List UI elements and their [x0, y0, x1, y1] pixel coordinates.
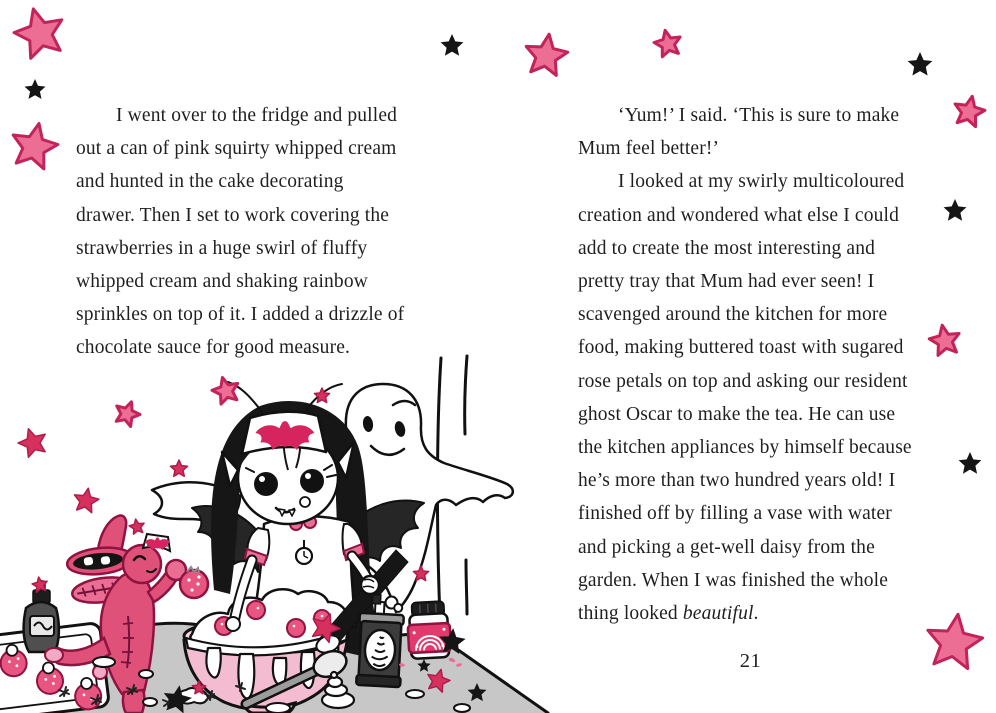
decorative-star-pink — [654, 30, 680, 57]
rabbit-belly-stitch — [127, 616, 129, 668]
rabbit-leg-down — [123, 690, 144, 713]
text-line: sprinkles on top of it. I added a drizzle of — [76, 304, 405, 326]
eyelashes — [246, 465, 336, 477]
rabbit-smile — [147, 569, 156, 572]
decorative-star-pink — [212, 378, 238, 405]
spatula — [246, 647, 350, 704]
eye-right — [300, 469, 324, 493]
text-line: and hunted in the cake decorating — [76, 171, 344, 193]
rabbit-body — [101, 573, 154, 694]
cream-mound — [190, 589, 347, 650]
decorative-star-black — [439, 628, 466, 654]
text-line: ghost Oscar to make the tea. He can use — [578, 403, 896, 425]
kitchen-counter — [0, 623, 548, 713]
decorative-star-pink_solid — [192, 681, 205, 694]
text-line: strawberries in a huge swirl of fluffy — [76, 237, 368, 259]
bowl-foot — [244, 703, 295, 713]
hand-right — [361, 576, 379, 594]
rabbit-paw — [166, 560, 186, 580]
nurse-hat — [242, 412, 326, 454]
strawberry-top-debris — [59, 683, 245, 706]
rabbit-eye — [134, 556, 145, 560]
decorative-star-pink_solid — [32, 577, 47, 592]
rabbit-nurse-cap — [143, 534, 170, 551]
text-line: I went over to the fridge and pulled — [116, 105, 398, 126]
cream-drips — [186, 630, 348, 699]
isadora-girl-figure — [192, 382, 424, 664]
decorative-star-pink — [14, 9, 62, 58]
girl-arms — [226, 556, 379, 631]
ghost-smile — [371, 446, 404, 455]
decorative-star-pink_solid — [75, 488, 99, 513]
face — [238, 432, 338, 524]
page-number: 21 — [739, 650, 762, 672]
hand-left — [226, 617, 240, 631]
text-line: scavenged around the kitchen for more — [578, 304, 888, 326]
paragraph — [578, 165, 923, 630]
text-line: garden. When I was finished the whole — [578, 569, 889, 591]
text-line: chocolate sauce for good measure. — [76, 337, 351, 359]
ghost-body — [250, 384, 513, 612]
cream-on-cheek — [300, 497, 310, 507]
squirty-cream-can — [356, 594, 405, 687]
spilled-sprinkles — [399, 657, 463, 667]
cuff-left — [245, 549, 267, 565]
ghost-eyebrow — [393, 401, 415, 405]
ghost-figure — [152, 384, 513, 612]
cream-swirl — [322, 672, 354, 708]
decorative-star-pink — [928, 614, 983, 668]
door-frame — [437, 356, 467, 618]
rabbit-leg-kick — [53, 638, 110, 665]
text-line: thing looked beautiful. — [578, 603, 759, 625]
text-line: Mum feel better!’ — [578, 138, 720, 160]
collar-dot — [304, 516, 316, 528]
bat-wing-left — [192, 506, 260, 572]
ghost-eye — [393, 420, 407, 438]
cream-over-spoon — [314, 632, 342, 655]
dress — [252, 516, 356, 633]
ghost-eye — [362, 415, 374, 432]
rabbit-ear-up — [98, 516, 126, 556]
text-line: rose petals on top and asking our resident — [578, 370, 908, 392]
rabbit-foot — [45, 648, 63, 662]
decorative-star-pink_solid — [428, 669, 450, 692]
decorative-star-black — [959, 452, 982, 474]
text-line: I looked at my swirly multicoloured — [618, 171, 905, 193]
text-line: food, making buttered toast with sugared — [578, 337, 904, 359]
text-line: creation and wondered what else I could — [578, 204, 899, 226]
decorative-star-black — [164, 685, 192, 713]
strawberry-tray — [0, 622, 110, 713]
hat-bat-emblem — [256, 421, 315, 450]
decorative-star-black — [25, 79, 46, 99]
bat-wing-right — [346, 501, 424, 568]
sleeve-right — [343, 524, 363, 554]
text-line: the kitchen appliances by himself because — [578, 437, 912, 459]
decorative-star-black — [908, 52, 933, 76]
tray-strawberries — [0, 635, 103, 713]
decorative-star-pink_solid — [18, 429, 45, 458]
held-strawberry — [180, 567, 208, 598]
decorative-star-black — [441, 34, 464, 56]
fob-watch-badge — [296, 540, 312, 564]
decorative-star-pink_solid — [313, 614, 340, 643]
text-line: and picking a get-well daisy from the — [578, 536, 875, 558]
ear-right — [338, 442, 354, 478]
decorative-star-pink_solid — [314, 388, 329, 403]
decorative-star-pink — [13, 124, 58, 169]
decorative-star-pink_solid — [129, 519, 144, 534]
decorative-star-pink — [526, 34, 568, 75]
sprinkles-jar — [407, 601, 452, 659]
text-line: ‘Yum!’ I said. ‘This is sure to make — [618, 105, 900, 126]
decorative-star-pink — [116, 402, 140, 427]
text-line: finished off by filling a vase with water — [578, 503, 892, 525]
hair-back — [211, 401, 398, 664]
mixing-bowl — [184, 589, 348, 713]
right-text-column — [578, 99, 923, 630]
text-line: out a can of pink squirty whipped cream — [76, 138, 397, 160]
rabbit-arm — [148, 563, 180, 602]
bowl-rim — [184, 619, 348, 653]
paragraph — [76, 99, 516, 365]
chocolate-sauce-bottle — [24, 581, 59, 652]
decorative-star-pink_solid — [170, 460, 187, 476]
text-line: pretty tray that Mum had ever seen! I — [578, 271, 875, 293]
text-line: he’s more than two hundred years old! I — [578, 470, 896, 492]
paragraph — [578, 99, 923, 165]
fang — [289, 510, 295, 516]
pink-rabbit-figure — [45, 516, 208, 713]
decorative-star-pink_solid — [413, 566, 428, 581]
decorative-star-pink — [955, 96, 985, 126]
decorative-star-pink — [929, 325, 959, 355]
ear-left — [222, 452, 238, 486]
rabbit-head — [123, 545, 161, 583]
text-line: add to create the most interesting and — [578, 237, 876, 259]
smile — [276, 508, 294, 512]
rabbit-ear-stitched — [71, 574, 136, 606]
rabbit-tail — [93, 665, 107, 679]
left-text-column — [76, 99, 516, 365]
eye-left — [254, 472, 278, 496]
hair-front — [238, 414, 340, 470]
decorative-star-black — [944, 199, 967, 221]
ghost-wisp — [152, 482, 240, 525]
cream-splats — [93, 657, 470, 713]
rabbit-ear-side — [66, 545, 134, 578]
bowl-body — [184, 632, 348, 710]
collar-dot — [290, 518, 302, 530]
fang — [279, 509, 285, 516]
decorative-star-black — [417, 659, 430, 672]
cream-strawberries — [215, 601, 330, 637]
decorative-star-black — [468, 683, 487, 701]
mixing-spoon — [320, 550, 408, 650]
text-line: drawer. Then I set to work covering the — [76, 204, 390, 226]
stray-hair — [228, 382, 342, 412]
text-line: whipped cream and shaking rainbow — [76, 271, 368, 293]
cuff-right — [344, 544, 364, 560]
sleeve-left — [247, 528, 269, 560]
